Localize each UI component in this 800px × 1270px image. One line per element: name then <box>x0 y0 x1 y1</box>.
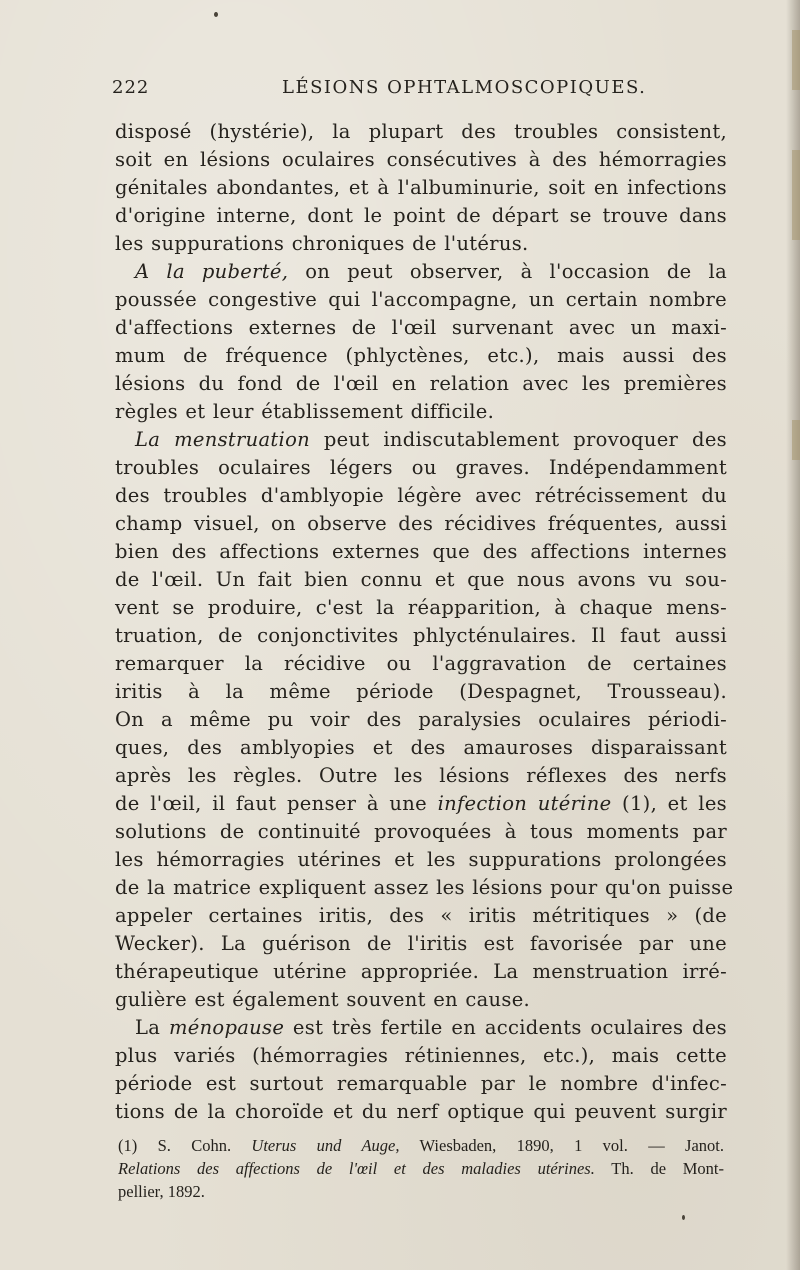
text-line: gulière est également souvent en cause. <box>115 988 531 1011</box>
ink-speck <box>682 1215 685 1220</box>
text-line: On a même pu voir des paralysies oculaires périodi- <box>115 708 727 731</box>
text-line: ques, des amblyopies et des amauroses disparaissant <box>115 736 727 759</box>
text-line: après les règles. Outre les lésions réflexes des nerfs <box>115 764 727 787</box>
text-line: soit en lésions oculaires consécutives à des hémorragies <box>115 148 727 171</box>
page-edge-stain <box>792 420 800 460</box>
footnote-line <box>118 1158 724 1180</box>
text-run: Wiesbaden, 1890, 1 vol. — Janot. <box>399 1136 724 1155</box>
text-line: remarquer la récidive ou l'aggravation de certaines <box>115 652 727 675</box>
text-line <box>115 790 727 818</box>
text-line: thérapeutique utérine appropriée. La menstruation irré- <box>115 960 727 983</box>
text-line: poussée congestive qui l'accompagne, un certain nombre <box>115 288 727 311</box>
text-line: bien des affections externes que des affections internes <box>115 540 727 563</box>
ink-speck <box>214 12 218 17</box>
text-line: solutions de continuité provoquées à tous moments par <box>115 820 727 843</box>
footnote-line <box>118 1135 724 1157</box>
text-line: d'origine interne, dont le point de départ se trouve dans <box>115 204 727 227</box>
text-line <box>115 426 727 454</box>
italic-phrase: Uterus und Auge, <box>251 1136 400 1155</box>
running-title: LÉSIONS OPHTALMOSCOPIQUES. <box>282 77 647 98</box>
italic-phrase: La menstruation <box>135 428 310 451</box>
text-line: période est surtout remarquable par le nombre d'infec- <box>115 1072 727 1095</box>
italic-phrase: infection utérine <box>437 792 612 815</box>
italic-phrase: Relations des affections de l'œil et des maladies utérines. <box>118 1159 595 1178</box>
text-line: génitales abondantes, et à l'albuminurie, soit en infections <box>115 176 727 199</box>
page-edge-stain <box>792 150 800 240</box>
text-run: de l'œil, il faut penser à une <box>115 792 438 815</box>
text-line: vent se produire, c'est la réapparition, à chaque mens- <box>115 596 727 619</box>
text-line: de la matrice expliquent assez les lésions pour qu'on puisse <box>115 876 734 899</box>
page-number: 222 <box>112 77 150 98</box>
text-line: tions de la choroïde et du nerf optique qui peuvent surgir <box>115 1100 727 1123</box>
text-run: (1), et les <box>611 792 727 815</box>
text-line: d'affections externes de l'œil survenant avec un maxi- <box>115 316 727 339</box>
text-line: appeler certaines iritis, des « iritis métritiques » (de <box>115 904 727 927</box>
text-run: Th. de Mont- <box>594 1159 724 1178</box>
text-line: de l'œil. Un fait bien connu et que nous avons vu sou- <box>115 568 727 591</box>
text-run: on peut observer, à l'occasion de la <box>288 260 727 283</box>
text-line <box>115 1014 727 1042</box>
text-line: lésions du fond de l'œil en relation avec les premières <box>115 372 727 395</box>
text-line: truation, de conjonctivites phlycténulaires. Il faut aussi <box>115 624 727 647</box>
text-line: les suppurations chroniques de l'utérus. <box>115 232 529 255</box>
text-run: est très fertile en accidents oculaires des <box>284 1016 727 1039</box>
page-edge-stain <box>792 30 800 90</box>
page-header <box>112 77 698 103</box>
italic-phrase: A la puberté, <box>135 260 289 283</box>
italic-phrase: ménopause <box>168 1016 285 1039</box>
text-line: les hémorragies utérines et les suppurations prolongées <box>115 848 727 871</box>
text-line: Wecker). La guérison de l'iritis est favorisée par une <box>115 932 727 955</box>
text-run: La <box>135 1016 169 1039</box>
text-line: règles et leur établissement difficile. <box>115 400 495 423</box>
text-run: peut indiscutablement provoquer des <box>309 428 727 451</box>
text-line: plus variés (hémorragies rétiniennes, etc.), mais cette <box>115 1044 727 1067</box>
text-line <box>115 258 727 286</box>
text-run: (1) S. Cohn. <box>118 1136 252 1155</box>
text-line: disposé (hystérie), la plupart des troubles consistent, <box>115 120 727 143</box>
footnote-line: pellier, 1892. <box>118 1182 205 1201</box>
text-line: troubles oculaires légers ou graves. Indépendamment <box>115 456 727 479</box>
text-line: mum de fréquence (phlyctènes, etc.), mais aussi des <box>115 344 727 367</box>
text-line: iritis à la même période (Despagnet, Trousseau). <box>115 680 727 703</box>
text-line: des troubles d'amblyopie légère avec rétrécissement du <box>115 484 727 507</box>
text-line: champ visuel, on observe des récidives fréquentes, aussi <box>115 512 727 535</box>
